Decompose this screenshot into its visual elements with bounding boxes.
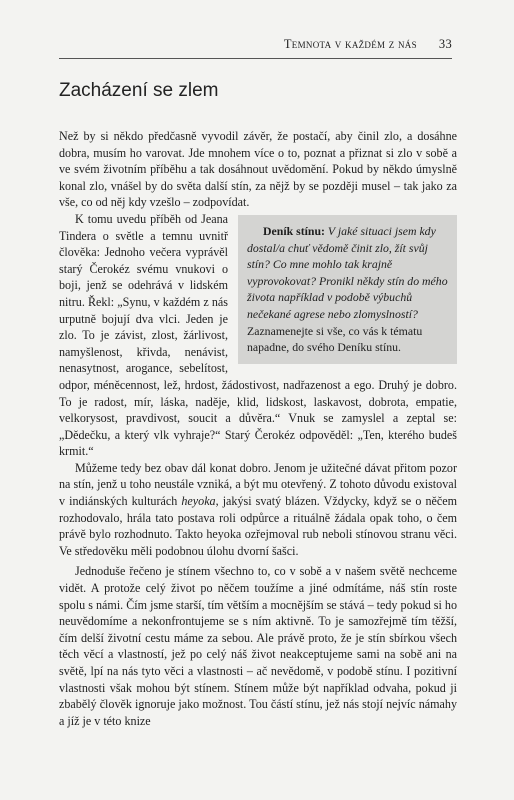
heyoka-term: heyoka: [181, 494, 216, 509]
body-text: [59, 128, 457, 729]
paragraph-3: Můžeme tedy bez obav dál konat dobro. Jenom je užitečné dávat přitom pozor na stín, jenž u toho neustále vzniká, a být mu otevřený. Z tohoto důvodu existoval v indiánských kulturách heyoka, jakýsi svatý blázen. Vždycky, když se o něčem rozhodovalo, hrála tato postava roli odpůrce a rituálně žádala opak toho, o čem právě bylo rozhodnuto. Takto heyoka ozřejmoval rub neboli stínovou stranu věci. Ve středověku měli podobnou úlohu dvorní šašci.: [59, 460, 457, 558]
running-header: [59, 37, 452, 52]
page-number: 33: [438, 37, 452, 51]
paragraph-4: Jednoduše řečeno je stínem všechno to, co v sobě a v našem světě nechceme vidět. A protože celý život po něčem toužíme a jiné odmítáme, náš stín roste spolu s námi. Čím jsme starší, tím větším a mocnějším se stává – tedy pokud si ho neuvědomíme a nekonfrontujeme se s ním aktivně. To je samozřejmě tím těžší, čím delší životní cestu máme za sebou. Ale právě proto, že je stín sbírkou všech těch věcí a vlastností, jež po celý náš život neakceptujeme sami na sobě ani na světě, lpí na nás tyto věci a vlastnosti – ač nevědomě, v podobě stínu. I pozitivní vlastnosti však mohou být stínem. Stínem může být například odvaha, pokud ji zbabělý člověk ignoruje jako možnost. Tou částí stínu, jež nás stojí nejvíc námahy a jíž je v této knize: [59, 564, 457, 728]
paragraph-1: Než by si někdo předčasně vyvodil závěr, že postačí, aby činil zlo, a dosáhne dobra, musím ho varovat. Jde mnohem více o to, poznat a přiznat si zlo v sobě a ve svém životním příběhu a tak dosáhnout uvědomění. Pokud by někdo úmyslně konal zlo, vnášel by do světa další stín, za nějž by se později musel – tak jako za vše, co od něj kdy vzešlo – zodpovídat.: [59, 129, 457, 210]
sidebar-questions: V jaké situaci jsem kdy dostal/a chuť vědomě činit zlo, žít svůj stín? Co mne mohlo tak krajně vyprovokovat? Pronikl někdy stín do mého života například v podobě výbuchů nečekané agrese nebo zlomyslností?: [247, 223, 448, 321]
header-rule: [59, 58, 452, 59]
shadow-diary-box: [238, 215, 457, 364]
sidebar-label: Deník stínu:: [263, 223, 325, 238]
sidebar-instruction: Zaznamenejte si vše, co vás k tématu napadne, do svého Deníku stínu.: [247, 323, 423, 355]
paragraph-2: [59, 211, 457, 460]
paragraph-2-text: K tomu uvedu příběh od Jeana Tindera o světle a temnu uvnitř člověka: Jednoho večera vyprávěl starý Čerokéz svému vnukovi o boji, jenž se odehrává v lidském nitru. Řekl: „Synu, v každém z nás urputně bojují dva vlci. Jeden je zlo. To je závist, zlost, žárlivost, namyšlenost, křivda, nenávist, nenasytnost, arogance, sebelítost, odpor, méněcennost, lež, hrdost, žádostivost, nadřazenost a ego. Druhý je dobro. To je radost, mír, láska, naděje, klid, lidskost, laskavost, dobrota, empatie, velkorysost, pravdivost, soucit a důvěra.“ Vnuk se zamyslel a zeptal se: „Dědečku, a který vlk vyhraje?“ Starý Čerokéz odpověděl: „Ten, kterého budeš krmit.“: [59, 211, 457, 459]
section-title: Zacházení se zlem: [59, 80, 219, 101]
running-title: Temnota v každém z nás: [283, 37, 417, 51]
